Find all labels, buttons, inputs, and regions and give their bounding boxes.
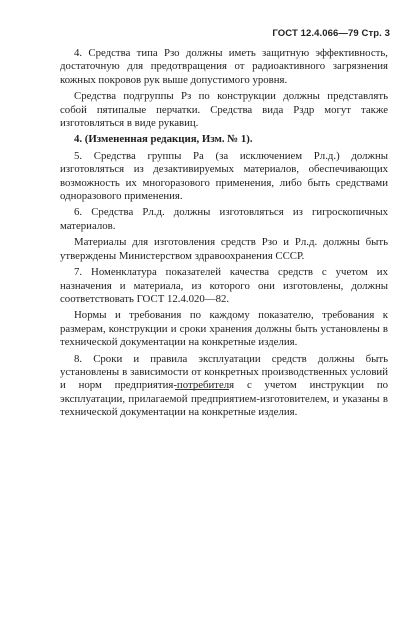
page-header: ГОСТ 12.4.066—79 Стр. 3 [272,28,390,39]
paragraph-7-norms: Нормы и требования по каждому показателю, требования к размерам, конструкции и сроки хранения должны быть установлены в технической документации на конкретные изделия. [60,309,388,349]
document-body [60,47,388,423]
paragraph-4-gloves: Средства подгруппы Pз по конструкции должны представлять собой пятипалые перчатки. Средства вида Pздр могут также изготовляться в виде рукавиц. [60,90,388,130]
paragraph-6-materials: Материалы для изготовления средств Pзо и Pл.д. должны быть утверждены Министерством здравоохранения СССР. [60,236,388,262]
paragraph-5: 5. Средства группы Pа (за исключением Pл.д.) должны изготовляться из дезактивируемых материалов, обеспечивающих возможность их многоразового применения, либо быть средствами одноразового применения. [60,149,388,203]
paragraph-8: 8. Сроки и правила эксплуатации средств должны быть установлены в зависимости от конкретных производственных условий и норм предприятия-потребителя с учетом инструкции по эксплуатации, прилагаемой предприятием-изготовителем, и указаны в технической документации на конкретные изделия. [60,352,388,419]
paragraph-7: 7. Номенклатура показателей качества средств с учетом их назначения и материала, из которого они изготовлены, должны соответствовать ГОСТ 12.4.020—82. [60,266,388,305]
end-divider [175,389,229,390]
paragraph-6: 6. Средства Pл.д. должны изготовляться из гигроскопичных материалов. [60,206,388,232]
paragraph-4-amendment: 4. (Измененная редакция, Изм. № 1). [74,133,253,146]
paragraph-4: 4. Средства типа Pзо должны иметь защитную эффективность, достаточную для предотвращения от радиоактивного загрязнения кожных покровов рук выше допустимого уровня. [60,47,388,86]
